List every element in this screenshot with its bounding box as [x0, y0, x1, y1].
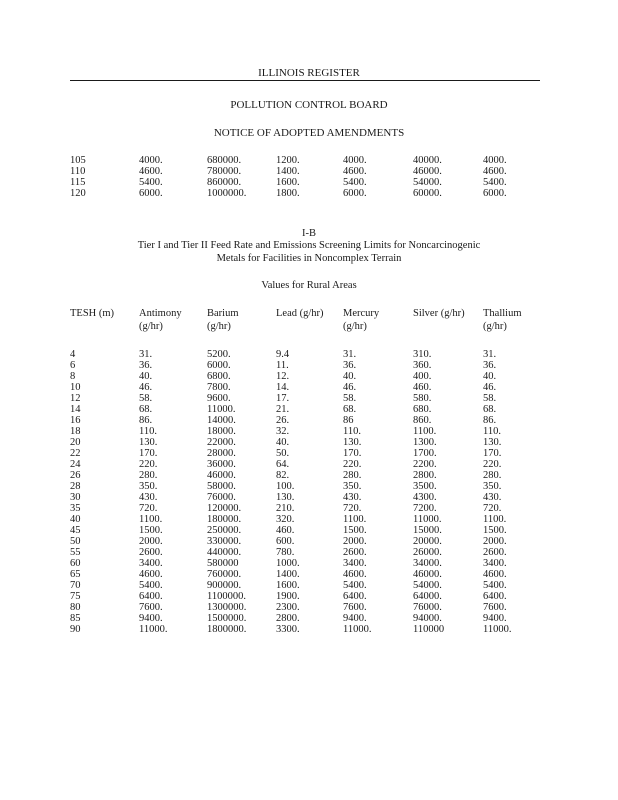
table-cell: 12	[70, 393, 81, 404]
section-title-line1: Tier I and Tier II Feed Rate and Emissions Screening Limits for Noncarcinogenic	[137, 240, 481, 251]
table-cell: 9400.	[139, 613, 163, 624]
continued-row	[70, 177, 533, 188]
table-cell: 1700.	[413, 448, 437, 459]
table-cell: 26.	[276, 415, 290, 426]
table-cell: 400.	[413, 371, 432, 382]
table-cell: 2300.	[276, 602, 300, 613]
table-cell: 40	[70, 514, 81, 525]
table-cell: 5400.	[343, 177, 367, 188]
table-cell: 17.	[276, 393, 290, 404]
table-cell: 7200.	[413, 503, 437, 514]
notice-title: NOTICE OF ADOPTED AMENDMENTS	[213, 127, 405, 139]
table-cell: 2000.	[139, 536, 163, 547]
table-cell: 20	[70, 437, 81, 448]
table-cell: 1100.	[139, 514, 163, 525]
table-cell: 58.	[343, 393, 357, 404]
table-cell: 7600.	[139, 602, 163, 613]
table-cell: 860000.	[207, 177, 242, 188]
table-cell: 45	[70, 525, 81, 536]
table-cell: 4600.	[483, 569, 507, 580]
table-cell: 6400.	[139, 591, 163, 602]
table-cell: 2800.	[413, 470, 437, 481]
table-cell: 1500.	[343, 525, 367, 536]
table-cell: 2800.	[276, 613, 300, 624]
table-cell: 40000.	[413, 155, 442, 166]
table-cell: 130.	[276, 492, 295, 503]
table-row	[70, 371, 533, 382]
table-cell: 780000.	[207, 166, 242, 177]
table-cell: 120	[70, 188, 86, 199]
table-cell: 1500000.	[207, 613, 247, 624]
table-cell: 310.	[413, 349, 432, 360]
table-cell: 280.	[343, 470, 362, 481]
table-cell: 1200.	[276, 155, 300, 166]
table-cell: 720.	[343, 503, 362, 514]
column-header-unit	[413, 320, 483, 333]
table-cell: 12.	[276, 371, 290, 382]
table-row	[70, 437, 533, 448]
table-cell: 34000.	[413, 558, 442, 569]
table-cell: 1100.	[413, 426, 437, 437]
column-header-unit	[70, 320, 139, 333]
board-title: POLLUTION CONTROL BOARD	[230, 99, 388, 111]
table-cell: 86.	[139, 415, 153, 426]
table-cell: 16	[70, 415, 81, 426]
table-cell: 5400.	[483, 177, 507, 188]
table-row	[70, 624, 533, 635]
table-cell: 1100.	[343, 514, 367, 525]
table-cell: 330000.	[207, 536, 242, 547]
table-cell: 22000.	[207, 437, 236, 448]
table-cell: 110000	[413, 624, 445, 635]
column-header-unit: (g/hr)	[207, 321, 231, 332]
table-cell: 600.	[276, 536, 295, 547]
table-cell: 1900.	[276, 591, 300, 602]
continued-row	[70, 188, 533, 199]
table-cell: 60000.	[413, 188, 442, 199]
table-cell: 46000.	[207, 470, 236, 481]
table-cell: 5400.	[139, 580, 163, 591]
table-row	[70, 481, 533, 492]
table-cell: 280.	[483, 470, 502, 481]
table-cell: 580.	[413, 393, 432, 404]
table-cell: 2600.	[483, 547, 507, 558]
table-cell: 130.	[139, 437, 158, 448]
table-cell: 6	[70, 360, 76, 371]
table-cell: 2600.	[343, 547, 367, 558]
table-cell: 3300.	[276, 624, 300, 635]
table-cell: 4600.	[139, 166, 163, 177]
table-cell: 18000.	[207, 426, 236, 437]
column-header: Silver (g/hr)	[413, 308, 465, 319]
table-cell: 40.	[483, 371, 497, 382]
table-cell: 6000.	[207, 360, 231, 371]
table-cell: 22	[70, 448, 81, 459]
table-row	[70, 547, 533, 558]
table-row	[70, 426, 533, 437]
table-cell: 170.	[343, 448, 362, 459]
table-cell: 1600.	[276, 580, 300, 591]
table-cell: 440000.	[207, 547, 242, 558]
table-cell: 58.	[139, 393, 153, 404]
table-row	[70, 525, 533, 536]
table-row	[70, 404, 533, 415]
column-header-unit: (g/hr)	[483, 321, 507, 332]
column-header: Mercury	[343, 308, 380, 319]
column-header: Antimony	[139, 308, 182, 319]
table-cell: 110	[70, 166, 86, 177]
table-cell: 110.	[139, 426, 157, 437]
table-cell: 720.	[139, 503, 158, 514]
table-cell: 36.	[139, 360, 153, 371]
table-cell: 32.	[276, 426, 290, 437]
table-cell: 250000.	[207, 525, 242, 536]
table-cell: 110.	[343, 426, 361, 437]
table-row	[70, 591, 533, 602]
table-cell: 6000.	[343, 188, 367, 199]
table-cell: 105	[70, 155, 86, 166]
table-cell: 86.	[483, 415, 497, 426]
table-cell: 1000.	[276, 558, 300, 569]
column-header: TESH (m)	[70, 308, 115, 319]
table-cell: 360.	[413, 360, 432, 371]
table-cell: 90	[70, 624, 81, 635]
table-cell: 4000.	[483, 155, 507, 166]
table-cell: 64.	[276, 459, 290, 470]
table-cell: 5400.	[139, 177, 163, 188]
table-cell: 350.	[483, 481, 502, 492]
table-cell: 3500.	[413, 481, 437, 492]
table-cell: 80	[70, 602, 81, 613]
table-cell: 68.	[139, 404, 153, 415]
table-cell: 26	[70, 470, 81, 481]
table-cell: 6000.	[483, 188, 507, 199]
table-cell: 430.	[343, 492, 362, 503]
column-header: Lead (g/hr)	[276, 308, 324, 319]
table-cell: 220.	[343, 459, 362, 470]
table-cell: 860.	[413, 415, 432, 426]
table-cell: 6000.	[139, 188, 163, 199]
table-cell: 6400.	[483, 591, 507, 602]
table-cell: 680000.	[207, 155, 242, 166]
table-cell: 6800.	[207, 371, 231, 382]
table-cell: 58.	[483, 393, 497, 404]
table-cell: 20000.	[413, 536, 442, 547]
table-cell: 11000.	[483, 624, 512, 635]
table-cell: 40.	[139, 371, 153, 382]
table-cell: 130.	[343, 437, 362, 448]
table-row	[70, 569, 533, 580]
table-cell: 210.	[276, 503, 295, 514]
table-cell: 4600.	[483, 166, 507, 177]
table-cell: 50	[70, 536, 81, 547]
table-row	[70, 393, 533, 404]
table-cell: 720.	[483, 503, 502, 514]
continued-table	[70, 155, 533, 199]
table-cell: 4000.	[343, 155, 367, 166]
table-cell: 2000.	[343, 536, 367, 547]
table-cell: 18	[70, 426, 81, 437]
table-cell: 68.	[343, 404, 357, 415]
table-cell: 7600.	[483, 602, 507, 613]
column-header-unit	[276, 320, 343, 333]
table-row	[70, 459, 533, 470]
table-cell: 9400.	[343, 613, 367, 624]
table-cell: 54000.	[413, 177, 442, 188]
table-cell: 350.	[343, 481, 362, 492]
table-cell: 4	[70, 349, 76, 360]
table-cell: 26000.	[413, 547, 442, 558]
table-cell: 76000.	[207, 492, 236, 503]
table-cell: 4300.	[413, 492, 437, 503]
table-cell: 14000.	[207, 415, 236, 426]
continued-row	[70, 166, 533, 177]
table-cell: 460.	[276, 525, 295, 536]
table-cell: 5200.	[207, 349, 231, 360]
table-cell: 28000.	[207, 448, 236, 459]
column-header-unit: (g/hr)	[139, 321, 163, 332]
table-cell: 46.	[343, 382, 357, 393]
table-cell: 40.	[276, 437, 290, 448]
table-row	[70, 415, 533, 426]
table-cell: 14	[70, 404, 81, 415]
table-cell: 2200.	[413, 459, 437, 470]
table-cell: 76000.	[413, 602, 442, 613]
table-cell: 7600.	[343, 602, 367, 613]
table-row	[70, 536, 533, 547]
table-cell: 28	[70, 481, 81, 492]
table-cell: 680.	[413, 404, 432, 415]
table-cell: 30	[70, 492, 81, 503]
table-cell: 3400.	[139, 558, 163, 569]
table-row	[70, 448, 533, 459]
table-cell: 760000.	[207, 569, 242, 580]
table-row	[70, 613, 533, 624]
table-cell: 2000.	[483, 536, 507, 547]
table-row	[70, 514, 533, 525]
table-cell: 54000.	[413, 580, 442, 591]
screening-limits-table	[70, 307, 533, 635]
column-header: Thallium	[483, 308, 522, 319]
table-cell: 5400.	[483, 580, 507, 591]
table-cell: 11000.	[139, 624, 168, 635]
table-cell: 180000.	[207, 514, 242, 525]
table-cell: 1100000.	[207, 591, 246, 602]
table-cell: 36.	[483, 360, 497, 371]
table-row	[70, 503, 533, 514]
table-cell: 1800.	[276, 188, 300, 199]
table-cell: 9600.	[207, 393, 231, 404]
column-header: Barium	[207, 308, 239, 319]
table-cell: 220.	[139, 459, 158, 470]
table-cell: 86	[343, 415, 354, 426]
table-cell: 4000.	[139, 155, 163, 166]
table-row	[70, 382, 533, 393]
table-cell: 60	[70, 558, 81, 569]
table-cell: 1600.	[276, 177, 300, 188]
table-cell: 31.	[483, 349, 497, 360]
table-cell: 1100.	[483, 514, 507, 525]
table-row	[70, 349, 533, 360]
table-cell: 110.	[483, 426, 501, 437]
table-cell: 10	[70, 382, 81, 393]
table-cell: 21.	[276, 404, 290, 415]
table-cell: 82.	[276, 470, 290, 481]
table-row	[70, 492, 533, 503]
table-cell: 1500.	[139, 525, 163, 536]
section-title-line2: Metals for Facilities in Noncomplex Terrain	[216, 253, 402, 264]
table-cell: 15000.	[413, 525, 442, 536]
table-cell: 4600.	[139, 569, 163, 580]
table-cell: 46000.	[413, 166, 442, 177]
table-cell: 11.	[276, 360, 289, 371]
table-cell: 70	[70, 580, 81, 591]
table-cell: 11000.	[343, 624, 372, 635]
table-cell: 11000.	[413, 514, 442, 525]
table-cell: 430.	[483, 492, 502, 503]
table-cell: 9400.	[483, 613, 507, 624]
table-cell: 1300000.	[207, 602, 247, 613]
table-cell: 50.	[276, 448, 290, 459]
table-cell: 280.	[139, 470, 158, 481]
table-cell: 1500.	[483, 525, 507, 536]
table-cell: 65	[70, 569, 81, 580]
table-cell: 68.	[483, 404, 497, 415]
table-cell: 31.	[139, 349, 153, 360]
table-cell: 100.	[276, 481, 295, 492]
table-cell: 8	[70, 371, 76, 382]
table-cell: 320.	[276, 514, 295, 525]
table-cell: 170.	[483, 448, 502, 459]
table-cell: 580000	[207, 558, 239, 569]
table-row	[70, 470, 533, 481]
table-cell: 14.	[276, 382, 290, 393]
register-title: ILLINOIS REGISTER	[258, 67, 360, 79]
section-id: I-B	[302, 228, 316, 239]
table-cell: 460.	[413, 382, 432, 393]
table-cell: 35	[70, 503, 81, 514]
table-row	[70, 602, 533, 613]
table-cell: 4600.	[343, 166, 367, 177]
table-cell: 46000.	[413, 569, 442, 580]
table-cell: 130.	[483, 437, 502, 448]
table-cell: 55	[70, 547, 81, 558]
table-cell: 24	[70, 459, 81, 470]
table-cell: 1000000.	[207, 188, 247, 199]
table-cell: 115	[70, 177, 86, 188]
table-cell: 40.	[343, 371, 357, 382]
table-cell: 46.	[483, 382, 497, 393]
header-rule	[70, 80, 540, 81]
section-subtitle: Values for Rural Areas	[261, 280, 357, 291]
column-header-unit: (g/hr)	[343, 321, 367, 332]
table-cell: 3400.	[343, 558, 367, 569]
table-cell: 94000.	[413, 613, 442, 624]
table-cell: 5400.	[343, 580, 367, 591]
table-cell: 1400.	[276, 166, 300, 177]
table-cell: 7800.	[207, 382, 231, 393]
table-cell: 4600.	[343, 569, 367, 580]
table-cell: 430.	[139, 492, 158, 503]
table-cell: 64000.	[413, 591, 442, 602]
table-cell: 120000.	[207, 503, 242, 514]
table-cell: 780.	[276, 547, 295, 558]
table-cell: 9.4	[276, 349, 290, 360]
table-cell: 36000.	[207, 459, 236, 470]
table-cell: 2600.	[139, 547, 163, 558]
table-row	[70, 558, 533, 569]
table-row	[70, 580, 533, 591]
table-cell: 1400.	[276, 569, 300, 580]
table-cell: 900000.	[207, 580, 242, 591]
table-cell: 36.	[343, 360, 357, 371]
table-cell: 58000.	[207, 481, 236, 492]
table-cell: 350.	[139, 481, 158, 492]
table-row	[70, 360, 533, 371]
table-cell: 6400.	[343, 591, 367, 602]
continued-row	[70, 155, 533, 166]
table-cell: 46.	[139, 382, 153, 393]
table-cell: 3400.	[483, 558, 507, 569]
table-cell: 1300.	[413, 437, 437, 448]
table-cell: 11000.	[207, 404, 236, 415]
table-cell: 85	[70, 613, 81, 624]
table-cell: 220.	[483, 459, 502, 470]
table-cell: 170.	[139, 448, 158, 459]
table-cell: 31.	[343, 349, 357, 360]
table-cell: 1800000.	[207, 624, 247, 635]
table-cell: 75	[70, 591, 81, 602]
